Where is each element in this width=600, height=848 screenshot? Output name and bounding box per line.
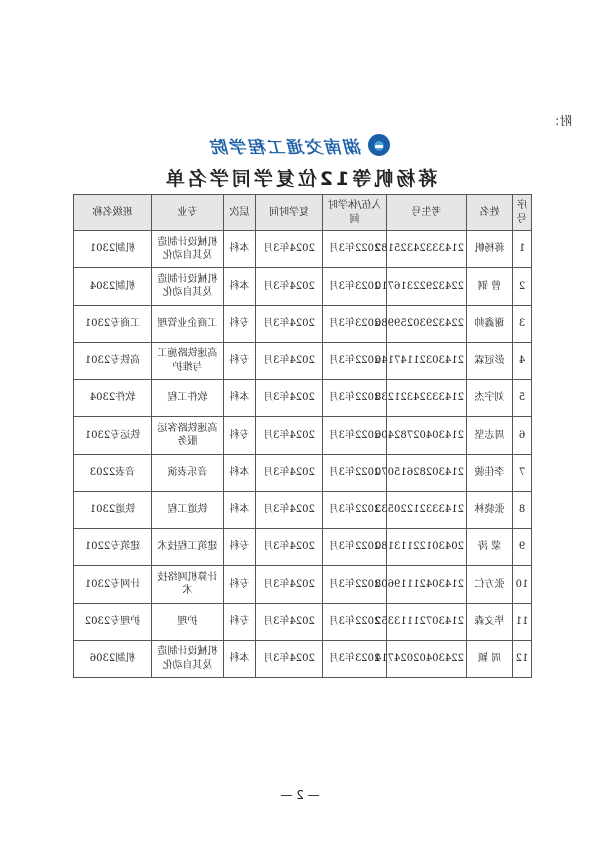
table-cell: 刘宇杰 [467,380,513,417]
table-cell: 曾 钢 [467,268,513,305]
table-cell: 2022年3月 [323,603,387,640]
table-cell: 21433321220533 [387,491,467,528]
table-cell: 2024年3月 [256,305,323,342]
table-cell: 21430402782406 [387,417,467,454]
table-cell: 铁运专2301 [74,417,152,454]
table-cell: 2024年3月 [256,380,323,417]
table-cell: 专科 [224,305,256,342]
table-cell: 计网专2301 [74,566,152,603]
table-row [74,454,532,491]
table-cell: 2024年3月 [256,417,323,454]
table-row [74,342,532,379]
table-cell: 铁道2301 [74,491,152,528]
table-cell: 2024年3月 [256,454,323,491]
table-row [74,417,532,454]
table-cell: 音表2203 [74,454,152,491]
table-cell: 2022年3月 [323,342,387,379]
table-row [74,566,532,603]
table-cell: 2022年3月 [323,491,387,528]
school-name: 湖南交通工程学院 [210,137,362,158]
school-emblem-icon [368,134,390,156]
table-cell: 3 [513,305,532,342]
table-cell: 谢鑫帅 [467,305,513,342]
table-cell: 2 [513,268,532,305]
table-cell: 机制2306 [74,640,152,677]
table-cell: 计算机网络技术 [152,566,224,603]
table-row [74,640,532,677]
table-cell: 本科 [224,640,256,677]
column-header: 入伍/休学时间 [323,195,387,231]
table-cell: 11 [513,603,532,640]
table-cell: 本科 [224,231,256,268]
table-cell: 2024年3月 [256,603,323,640]
table-cell: 2022年3月 [323,454,387,491]
column-header: 序号 [513,195,532,231]
table-cell: 软件2304 [74,380,152,417]
page-title: 蒋杨帆等12位复学同学名单 [162,168,438,190]
table-cell: 21430421119608 [387,566,467,603]
table-cell: 机制2304 [74,268,152,305]
table-cell: 本科 [224,454,256,491]
table-row [74,491,532,528]
table-cell: 22432930259986 [387,305,467,342]
table-cell: 2024年3月 [256,529,323,566]
table-cell: 机械设计制造及其自动化 [152,231,224,268]
page-number: — 2 — [280,788,320,802]
table-cell: 蒋杨帆 [467,231,513,268]
table-cell: 护理 [152,603,224,640]
table-cell: 高铁专2301 [74,342,152,379]
table-row [74,529,532,566]
table-cell: 本科 [224,380,256,417]
table-cell: 2024年3月 [256,491,323,528]
table-cell: 10 [513,566,532,603]
table-cell: 高速铁路施工与维护 [152,342,224,379]
table-cell: 1 [513,231,532,268]
table-cell: 2022年3月 [323,566,387,603]
table-row [74,380,532,417]
column-header: 复学时间 [256,195,323,231]
table-cell: 软件工程 [152,380,224,417]
table-cell: 毕文森 [467,603,513,640]
table-cell: 9 [513,529,532,566]
table-cell: 20430122113180 [387,529,467,566]
table-row [74,603,532,640]
table-cell: 张骁林 [467,491,513,528]
table-cell: 专科 [224,417,256,454]
table-cell: 2023年3月 [323,640,387,677]
table-cell: 建筑工程技术 [152,529,224,566]
table-cell: 彭冠霖 [467,342,513,379]
table-cell: 2024年3月 [256,566,323,603]
table-cell: 铁道工程 [152,491,224,528]
table-cell: 2022年3月 [323,380,387,417]
table-cell: 21433324325182 [387,231,467,268]
attachment-label: 附： [547,114,572,128]
table-cell: 22430402024714 [387,640,467,677]
table-cell: 2024年3月 [256,342,323,379]
table-cell: 机械设计制造及其自动化 [152,268,224,305]
table-cell: 2024年3月 [256,231,323,268]
table-cell: 护理专2302 [74,603,152,640]
table-cell: 2024年3月 [256,268,323,305]
table-cell: 21430321147146 [387,342,467,379]
table-cell: 21430282615070 [387,454,467,491]
table-body [74,231,532,678]
table-cell: 2024年3月 [256,640,323,677]
table-cell: 22432922316710 [387,268,467,305]
table-cell: 本科 [224,268,256,305]
table-cell: 5 [513,380,532,417]
table-cell: 2023年3月 [323,305,387,342]
table-cell: 建筑专2201 [74,529,152,566]
table-cell: 高速铁路客运服务 [152,417,224,454]
table-cell: 周志坚 [467,417,513,454]
table-cell: 2023年3月 [323,268,387,305]
table-cell: 2022年3月 [323,231,387,268]
table-cell: 李佳骏 [467,454,513,491]
table-cell: 12 [513,640,532,677]
column-header: 专业 [152,195,224,231]
table-cell: 专科 [224,566,256,603]
school-logo [0,133,600,157]
table-cell: 2022年3月 [323,417,387,454]
table-cell: 音乐表演 [152,454,224,491]
table-cell: 7 [513,454,532,491]
table-cell: 专科 [224,529,256,566]
table-row [74,305,532,342]
table-cell: 蒙 涛 [467,529,513,566]
table-cell: 机械设计制造及其自动化 [152,640,224,677]
table-cell: 专科 [224,603,256,640]
table-cell: 8 [513,491,532,528]
table-cell: 周 颖 [467,640,513,677]
table-cell: 21430721113352 [387,603,467,640]
table-cell: 2022年3月 [323,529,387,566]
table-cell: 工商企业管理 [152,305,224,342]
table-header-row [74,195,532,231]
table-row [74,231,532,268]
column-header: 考生号 [387,195,467,231]
table-cell: 张方仁 [467,566,513,603]
column-header: 姓名 [467,195,513,231]
table-row [74,268,532,305]
table-cell: 21433324321238 [387,380,467,417]
table-cell: 专科 [224,342,256,379]
table-cell: 本科 [224,491,256,528]
table-cell: 4 [513,342,532,379]
table-cell: 6 [513,417,532,454]
column-header: 层次 [224,195,256,231]
table-cell: 机制2301 [74,231,152,268]
roster-table [73,194,532,678]
table-cell: 工商专2301 [74,305,152,342]
column-header: 班级名称 [74,195,152,231]
